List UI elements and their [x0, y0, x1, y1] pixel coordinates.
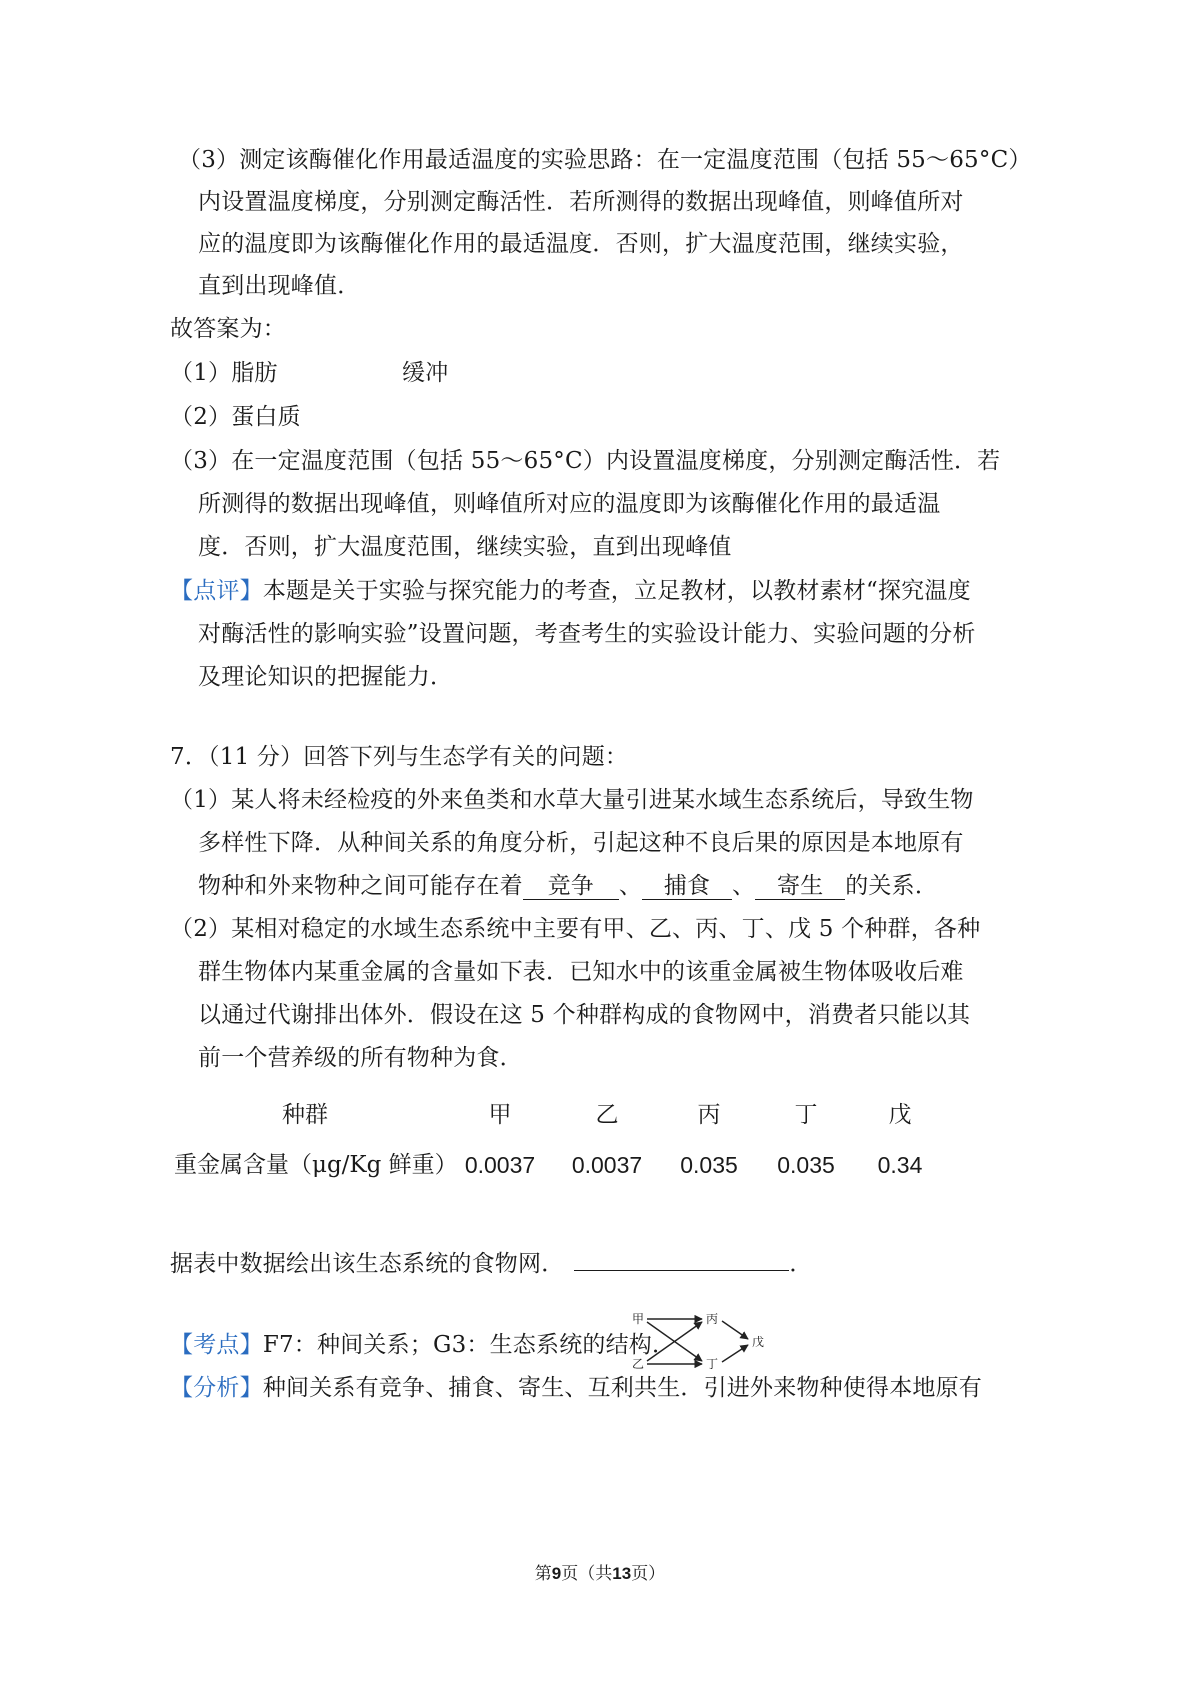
- table-header-cell: 甲: [488, 1102, 512, 1128]
- q7-part2-line-1: （2）某相对稳定的水域生态系统中主要有甲、乙、丙、丁、戊 5 个种群，各种: [170, 916, 981, 942]
- kaodian-tag: 【考点】: [170, 1332, 263, 1358]
- q7-part1-line-2: 多样性下降．从种间关系的角度分析，引起这种不良后果的原因是本地原有: [198, 830, 964, 856]
- answer-1-second: 缓冲: [402, 360, 449, 386]
- table-header-row: [0, 1098, 1200, 1132]
- food-web-prompt: 据表中数据绘出该生态系统的食物网．: [170, 1251, 565, 1277]
- footer-page-number: 9: [551, 1564, 562, 1583]
- table-value-cell: 0.035: [680, 1152, 738, 1178]
- answer-intro: 故答案为：: [170, 316, 286, 342]
- table-value-cell: 0.0037: [571, 1152, 643, 1178]
- table-value-row: [0, 1148, 1200, 1182]
- q7-part1-line-3-pre: 物种和外来物种之间可能存在着: [198, 873, 523, 899]
- footer-mid: 页（共: [561, 1564, 613, 1584]
- footer-total-pages: 13: [612, 1564, 632, 1583]
- review-line-1: [170, 576, 971, 606]
- q7-part1-line-1: （1）某人将未经检疫的外来鱼类和水草大量引进某水域生态系统后，导致生物: [170, 787, 974, 813]
- page-footer: [0, 1562, 1200, 1586]
- explain-3-line-4: 直到出现峰值．: [198, 273, 361, 299]
- arrow-bing-wu: [722, 1321, 748, 1339]
- table-header-label: 种群: [282, 1102, 328, 1128]
- q7-part2-line-4: 前一个营养级的所有物种为食．: [198, 1045, 523, 1071]
- food-web-answer-blank: [574, 1246, 789, 1271]
- q7-part1-line-3: [198, 871, 938, 901]
- table-header-cell: 丙: [697, 1102, 721, 1128]
- kaodian-line: [170, 1330, 675, 1360]
- fenxi-text: 种间关系有竞争、捕食、寄生、互利共生．引进外来物种使得本地原有: [262, 1375, 983, 1401]
- table-header-cell: 乙: [595, 1102, 619, 1128]
- review-line-2: 对酶活性的影响实验”设置问题，考查考生的实验设计能力、实验问题的分析: [198, 621, 976, 647]
- answer-3-line-1: （3）在一定温度范围（包括 55～65°C）内设置温度梯度，分别测定酶活性．若: [170, 448, 1001, 474]
- footer-post: 页）: [631, 1564, 666, 1584]
- review-tag: 【点评】: [170, 578, 263, 604]
- review-line-3: 及理论知识的把握能力．: [198, 664, 454, 690]
- answer-2: （2）蛋白质: [170, 404, 301, 430]
- web-node-jia: 甲: [632, 1312, 645, 1326]
- table-value-cell: 0.035: [777, 1152, 835, 1178]
- table-row-label: 重金属含量（μg/Kg 鲜重）: [174, 1152, 458, 1178]
- food-web-end: ．: [789, 1251, 813, 1277]
- answer-blank-predation: 捕食: [642, 873, 732, 900]
- footer-pre: 第: [534, 1564, 552, 1584]
- table-header-cell: 丁: [794, 1102, 818, 1128]
- explain-3-line-1: （3）测定该酶催化作用最适温度的实验思路：在一定温度范围（包括 55～65°C）: [178, 147, 1032, 173]
- web-node-bing: 丙: [706, 1312, 719, 1326]
- table-header-cell: 戊: [888, 1102, 912, 1128]
- answer-3-line-2: 所测得的数据出现峰值，则峰值所对应的温度即为该酶催化作用的最适温: [198, 491, 941, 517]
- q7-part1-line-3-post: 的关系．: [845, 873, 939, 899]
- answer-blank-competition: 竞争: [523, 873, 619, 900]
- question-7-title: 7．（11 分）回答下列与生态学有关的问题：: [170, 744, 629, 770]
- fenxi-line: [170, 1373, 982, 1403]
- food-web-prompt-line: [170, 1246, 813, 1279]
- web-node-ding: 丁: [706, 1357, 719, 1371]
- separator: 、: [618, 873, 643, 899]
- fenxi-tag: 【分析】: [170, 1375, 263, 1401]
- q7-part2-line-3: 以通过代谢排出体外．假设在这 5 个种群构成的食物网中，消费者只能以其: [198, 1002, 971, 1028]
- web-node-yi: 乙: [632, 1357, 645, 1371]
- kaodian-text: F7：种间关系；G3：生态系统的结构．: [262, 1332, 676, 1358]
- explain-3-line-3: 应的温度即为该酶催化作用的最适温度．否则，扩大温度范围，继续实验，: [198, 231, 964, 257]
- q7-part2-line-2: 群生物体内某重金属的含量如下表．已知水中的该重金属被生物体吸收后难: [198, 959, 964, 985]
- separator: 、: [732, 873, 756, 899]
- explain-3-line-2: 内设置温度梯度，分别测定酶活性．若所测得的数据出现峰值，则峰值所对: [198, 189, 964, 215]
- answer-blank-parasitism: 寄生: [755, 873, 845, 900]
- answer-3-line-3: 度．否则，扩大温度范围，继续实验，直到出现峰值: [198, 534, 732, 560]
- answer-1-label: （1）脂肪: [170, 360, 278, 386]
- arrow-ding-wu: [722, 1345, 748, 1362]
- table-value-cell: 0.34: [877, 1152, 923, 1178]
- web-node-wu: 戊: [752, 1335, 765, 1349]
- review-text-1: 本题是关于实验与探究能力的考查，立足教材，以教材素材“探究温度: [262, 578, 971, 604]
- table-value-cell: 0.0037: [464, 1152, 536, 1178]
